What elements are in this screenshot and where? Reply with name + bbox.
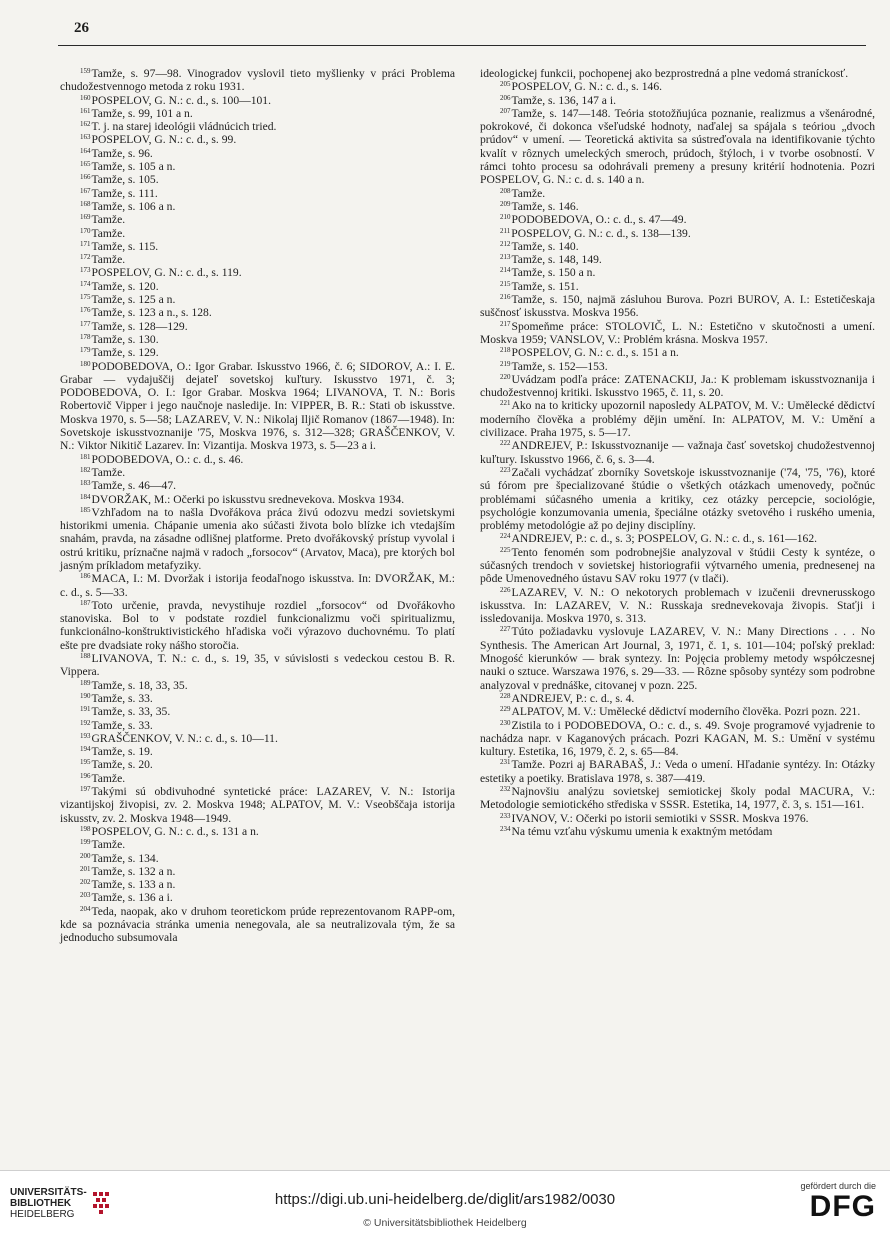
footnote bbox=[480, 825, 875, 838]
footnote bbox=[60, 466, 455, 479]
footnote-text: Tento fenomén som podrobnejšie analyzoval v štúdii Cesty k syntéze, o súčasných trendoch v sovietskej historiografii výtvarného umenia, prednesenej na pôde Umenovedného ústavu SAV roku 1977 (v tlači). bbox=[480, 545, 875, 586]
footnote bbox=[480, 293, 875, 320]
footnote bbox=[60, 838, 455, 851]
funder-caption: gefördert durch die bbox=[800, 1181, 876, 1191]
footnote-number: 208 bbox=[500, 186, 511, 195]
footnote-text: Tamže. Pozri aj BARABAŠ, J.: Veda o umení. Hľadanie syntézy. In: Otázky estetiky a poetiky. Bratislava 1978, s. 387—419. bbox=[480, 758, 875, 785]
footnote bbox=[60, 280, 455, 293]
footnote-text: POSPELOV, G. N.: c. d., s. 138—139. bbox=[511, 226, 691, 240]
footnote bbox=[60, 493, 455, 506]
footnote bbox=[480, 94, 875, 107]
footnote bbox=[480, 373, 875, 400]
footnote-number: 194 bbox=[80, 745, 91, 754]
footnote-number: 217 bbox=[500, 319, 511, 328]
footnote-number: 189 bbox=[80, 678, 91, 687]
footnote-number: 176 bbox=[80, 306, 91, 315]
footnote bbox=[60, 479, 455, 492]
footnote bbox=[60, 745, 455, 758]
footnote-text: Tamže, s. 33. bbox=[91, 691, 153, 705]
footnote-text: ANDREJEV, P.: c. d., s. 3; POSPELOV, G. N.: c. d., s. 161—162. bbox=[511, 532, 818, 546]
footnote-text: Tamže, s. 152—153. bbox=[511, 359, 608, 373]
footnote-text: POSPELOV, G. N.: c. d., s. 146. bbox=[511, 80, 663, 94]
footnote-text: Tamže, s. 129. bbox=[91, 346, 159, 360]
footnote-number: 202 bbox=[80, 878, 91, 887]
footnote-number: 204 bbox=[80, 904, 91, 913]
footnote-number: 165 bbox=[80, 160, 91, 169]
footnote-text: Vzhľadom na to našla Dvořákova práca živú odozvu medzi sovietskymi historikmi umenia. Chápanie umenia ako súčasti života bolo blízke ich vtedajším snahám, pravda, na zásadne odlišnej platforme. Preto dvořákovský prístup vyvolal i ostrú kritiku, príznačne najmä v radoch „forsocov“ (Arvatov, Maca), pre ktorých bol jasným príkladom metafyziky. bbox=[60, 505, 455, 572]
footnote bbox=[60, 453, 455, 466]
footnote-number: 179 bbox=[80, 346, 91, 355]
footnote-text: Tamže. bbox=[91, 771, 126, 785]
footnote-number: 211 bbox=[500, 226, 511, 235]
footnote-text: Tamže. bbox=[91, 226, 126, 240]
footnote-number: 218 bbox=[500, 346, 511, 355]
footnote-text: Tamže, s. 134. bbox=[91, 851, 159, 865]
footnote-text: Spomeňme práce: STOLOVIČ, L. N.: Estetično v skutočnosti a umení. Moskva 1959; VANSLOV, V.: Problém krásna. Moskva 1957. bbox=[480, 319, 875, 346]
footnote-number: 163 bbox=[80, 133, 91, 142]
footnote-text: Tamže, s. 146. bbox=[511, 199, 579, 213]
footnote bbox=[480, 200, 875, 213]
footnote-text: Tamže, s. 33, 35. bbox=[91, 705, 171, 719]
footnote-number: 180 bbox=[80, 359, 91, 368]
footnote-number: 191 bbox=[80, 705, 91, 714]
footnote bbox=[480, 360, 875, 373]
footnote-number: 213 bbox=[500, 253, 511, 262]
footnote bbox=[480, 227, 875, 240]
footnote-text: POSPELOV, G. N.: c. d., s. 131 a n. bbox=[91, 824, 259, 838]
footnote-text: Túto požiadavku vyslovuje LAZAREV, V. N.: Many Directions . . . No Synthesis. The American Art Journal, 3, 1971, č. 1, s. 101—104; poľský preklad: Mnogość kierunków — brak syntezy. In: Pojęcia problemy metody współczesnej nauki o sztuce. Warszawa 1976, s. 29—33. — Rôzne spôsoby syntézy som podrobne analyzoval v prednáške, citovanej v pozn. 225. bbox=[480, 625, 875, 692]
footnote-number: 185 bbox=[80, 505, 91, 514]
footnote-number: 178 bbox=[80, 332, 91, 341]
footnote-number: 233 bbox=[500, 811, 511, 820]
footnote-text: Tamže, s. 150 a n. bbox=[511, 266, 596, 280]
footnote bbox=[60, 173, 455, 186]
footnote bbox=[60, 120, 455, 133]
footnote-number: 174 bbox=[80, 279, 91, 288]
footnote-number: 200 bbox=[80, 851, 91, 860]
footnote-number: 177 bbox=[80, 319, 91, 328]
footnote-text: Teda, naopak, ako v druhom teoretickom prúde reprezentovanom RAPP-om, kde sa poznávacia stránka umenia nenegovala, ale sa neutralizovala tým, že sa jednoducho subsumovala bbox=[60, 904, 455, 945]
footnote bbox=[480, 107, 875, 187]
footnote bbox=[60, 227, 455, 240]
footnote-text: Tamže, s. 105. bbox=[91, 173, 159, 187]
footnote-text: Tamže, s. 128—129. bbox=[91, 319, 188, 333]
footnote bbox=[480, 320, 875, 347]
footnote-text: Tamže, s. 33. bbox=[91, 718, 153, 732]
footnote-text: T. j. na starej ideológii vládnúcich tried. bbox=[91, 120, 277, 134]
footnote bbox=[480, 532, 875, 545]
footnote-text: Uvádzam podľa práce: ZATENACKIJ, Ja.: K problemam iskusstvoznanija i chudožestvennoj kritiki. Iskusstvo 1965, č. 11, s. 20. bbox=[480, 372, 875, 400]
footnote bbox=[60, 785, 455, 825]
footnote bbox=[60, 732, 455, 745]
footnote bbox=[480, 758, 875, 785]
right-footnote-column bbox=[480, 67, 875, 838]
footnote-text: Tamže, s. 96. bbox=[91, 146, 153, 160]
footnote-text: POSPELOV, G. N.: c. d., s. 151 a n. bbox=[511, 346, 679, 360]
footnote-number: 187 bbox=[80, 598, 91, 607]
footnote-number: 203 bbox=[80, 891, 91, 900]
footnote bbox=[60, 506, 455, 572]
footnote-number: 220 bbox=[500, 372, 511, 381]
footnote-number: 181 bbox=[80, 452, 91, 461]
footnote-text: LIVANOVA, T. N.: c. d., s. 19, 35, v súvislosti s vedeckou cestou B. R. Vippera. bbox=[60, 652, 455, 679]
footnote bbox=[60, 758, 455, 771]
footnote bbox=[60, 652, 455, 679]
footnote-text: Zistila to i PODOBEDOVA, O.: c. d., s. 49. Svoje programové vyjadrenie to nachádza napr. v Kaganových prácach. Pozri KAGAN, M. S.: Umění v systému kultury. Estetika, 16, 1979, č. 2, s. 65—84. bbox=[480, 718, 875, 759]
footnote bbox=[60, 160, 455, 173]
footnote-number: 214 bbox=[500, 266, 511, 275]
footnote bbox=[480, 812, 875, 825]
footnote bbox=[60, 67, 455, 94]
footnote-text: Najnovšiu analýzu sovietskej semiotickej školy podal MACURA, V.: Metodologie semiotického střediska v SSSR. Estetika, 14, 1977, č. 3, s. 151—161. bbox=[480, 785, 875, 812]
footnote-text: PODOBEDOVA, O.: c. d., s. 46. bbox=[91, 452, 244, 466]
footnote-text: Tamže, s. 125 a n. bbox=[91, 293, 176, 307]
footnote-number: 225 bbox=[500, 545, 511, 554]
footnote-text: Tamže, s. 106 a n. bbox=[91, 199, 176, 213]
footnote-text: Toto určenie, pravda, nevystihuje rozdiel „forsocov“ od Dvořákovho stanoviska. Bol to v podstate rozdiel funkcionalizmu voči spiritualizmu, funkcionálno-konštruktivistického hľadiska voči výrazovo duchovnému. To platí ešte pre dvadsiate roky nášho storočia. bbox=[60, 598, 455, 652]
footnote-number: 161 bbox=[80, 106, 91, 115]
footnote-text: Tamže, s. 20. bbox=[91, 758, 153, 772]
footnote bbox=[480, 785, 875, 812]
footnote bbox=[60, 692, 455, 705]
footnote-text: Tamže, s. 151. bbox=[511, 279, 579, 293]
footnote-text: IVANOV, V.: Očerki po istorii semiotiki v SSSR. Moskva 1976. bbox=[511, 811, 809, 825]
footnote-text: Na tému vzťahu výskumu umenia k exaktným metódam bbox=[511, 824, 773, 838]
footnote-text: Tamže, s. 46—47. bbox=[91, 479, 177, 493]
footnote-number: 219 bbox=[500, 359, 511, 368]
footnote-text: DVORŽAK, M.: Očerki po iskusstvu srednevekova. Moskva 1934. bbox=[91, 492, 405, 506]
footnote-number: 159 bbox=[80, 67, 91, 75]
footnote bbox=[60, 293, 455, 306]
footnote bbox=[480, 213, 875, 226]
footnote-text: Takými sú obdivuhodné syntetické práce: LAZAREV, V. N.: Istorija vizantijskoj živopisi, zv. 2. Moskva 1948; ALPATOV, M. V.: Vseobščaja istorija iskusstv, zv. 2. Moskva 1948—1949. bbox=[60, 785, 455, 825]
footnote-number: 207 bbox=[500, 106, 511, 115]
footnote-number: 170 bbox=[80, 226, 91, 235]
footnote bbox=[480, 586, 875, 626]
footnote bbox=[60, 94, 455, 107]
footnote bbox=[60, 852, 455, 865]
footnote-text: Tamže, s. 150, najmä zásluhou Burova. Pozri BUROV, A. I.: Estetičeskaja suščnosť iskusstva. Moskva 1956. bbox=[480, 293, 875, 320]
footnote-number: 175 bbox=[80, 293, 91, 302]
footnote-number: 188 bbox=[80, 652, 91, 661]
footnote-text: Tamže, s. 123 a n., s. 128. bbox=[91, 306, 212, 320]
footnote-number: 160 bbox=[80, 93, 91, 102]
footnote-text: POSPELOV, G. N.: c. d., s. 100—101. bbox=[91, 93, 272, 107]
footnote bbox=[480, 253, 875, 266]
footnote bbox=[60, 213, 455, 226]
footnote bbox=[60, 865, 455, 878]
footnote-number: 216 bbox=[500, 293, 511, 302]
library-name-line3: HEIDELBERG bbox=[10, 1209, 75, 1220]
footnote-text: LAZAREV, V. N.: O nekotorych problemach v izučenii drevnerusskogo iskusstva. In: LAZAREV, V. N.: Russkaja srednevekovaja živopis. Staťji i issledovanija. Moskva 1970, s. 313. bbox=[480, 585, 875, 626]
footnote-number: 224 bbox=[500, 532, 511, 541]
footnote-text: Tamže. bbox=[91, 465, 126, 479]
footnote bbox=[60, 306, 455, 319]
footnote-text: Tamže, s. 132 a n. bbox=[91, 864, 176, 878]
footnote-number: 226 bbox=[500, 585, 511, 594]
footnote bbox=[60, 187, 455, 200]
footnote-number: 173 bbox=[80, 266, 91, 275]
footnote-text: Tamže. bbox=[91, 838, 126, 852]
footnote-number: 168 bbox=[80, 199, 91, 208]
footnote-text: Tamže, s. 148, 149. bbox=[511, 253, 602, 267]
footnote-number: 201 bbox=[80, 864, 91, 873]
footnote bbox=[60, 825, 455, 838]
footnote-number: 221 bbox=[500, 399, 511, 408]
footnote-number: 215 bbox=[500, 279, 511, 288]
footnote-number: 209 bbox=[500, 199, 511, 208]
footnote bbox=[60, 240, 455, 253]
footnote-number: 210 bbox=[500, 213, 511, 222]
footnote bbox=[480, 439, 875, 466]
footnote bbox=[60, 705, 455, 718]
footnote-number: 166 bbox=[80, 173, 91, 182]
footnote-number: 169 bbox=[80, 213, 91, 222]
footnote-number: 199 bbox=[80, 838, 91, 847]
footnote-number: 197 bbox=[80, 785, 91, 794]
footnote-number: 171 bbox=[80, 239, 91, 248]
footnote-text: ANDREJEV, P.: Iskusstvoznanije — važnaja časť sovetskoj chudožestvennoj kuľtury. Iskusstvo 1966, č. 6, s. 3—4. bbox=[480, 439, 875, 466]
footnote bbox=[480, 705, 875, 718]
footnote bbox=[480, 240, 875, 253]
footnote bbox=[60, 253, 455, 266]
footnote-text: Tamže, s. 105 a n. bbox=[91, 160, 176, 174]
footnote bbox=[60, 133, 455, 146]
footnote bbox=[60, 679, 455, 692]
footnote-text: Ako na to kriticky upozornil naposledy ALPATOV, M. V.: Umělecké dědictví moderního člověka a problémy dějin umění. In: ALPATOV, M. V.: Umění a civilizace. Praha 1975, s. 5—17. bbox=[480, 399, 875, 440]
footnote bbox=[480, 692, 875, 705]
footnote bbox=[60, 346, 455, 359]
footnote-number: 172 bbox=[80, 253, 91, 262]
footnote bbox=[480, 719, 875, 759]
footnote bbox=[480, 266, 875, 279]
footnote-text: POSPELOV, G. N.: c. d., s. 99. bbox=[91, 133, 237, 147]
footnote-number: 198 bbox=[80, 824, 91, 833]
viewer-footer bbox=[0, 1170, 890, 1242]
footnote-number: 190 bbox=[80, 691, 91, 700]
footnote-number: 205 bbox=[500, 80, 511, 89]
footnote-text: GRAŠČENKOV, V. N.: c. d., s. 10—11. bbox=[91, 731, 278, 745]
library-name-line2: BIBLIOTHEK bbox=[10, 1198, 72, 1209]
footnote-number: 182 bbox=[80, 465, 91, 474]
footnote-number: 228 bbox=[500, 691, 511, 700]
footnote-text: Tamže, s. 133 a n. bbox=[91, 878, 176, 892]
library-name-line1: UNIVERSITÄTS- bbox=[10, 1187, 87, 1198]
footnote-number: 222 bbox=[500, 439, 511, 448]
footnote-number: 206 bbox=[500, 93, 511, 102]
header-rule bbox=[58, 45, 866, 46]
footnote-text: Začali vychádzať zborníky Sovetskoje iskusstvoznanije ('74, '75, '76), ktoré sú fórom pre špecializované štúdie o všetkých otázkach umenovedy, počnúc problémami súčasného umenia a kritiky, cez otázky percepcie, sociológie, psychológie konzumovania umenia, špeciálne otázky svetového i ruského umenia, problémy metodológie až po dejiny disciplíny. bbox=[480, 465, 875, 533]
page-number: 26 bbox=[74, 20, 89, 36]
footnote-text: Tamže, s. 130. bbox=[91, 332, 159, 346]
footnote-text: POSPELOV, G. N.: c. d., s. 119. bbox=[91, 266, 242, 280]
footnote-number: 184 bbox=[80, 492, 91, 501]
footnote bbox=[60, 891, 455, 904]
footnote bbox=[60, 360, 455, 453]
footnote-number: 183 bbox=[80, 479, 91, 488]
footnote-number: 230 bbox=[500, 718, 511, 727]
footnote bbox=[60, 905, 455, 945]
footnote-text: Tamže. bbox=[91, 253, 126, 267]
permalink-url[interactable]: https://digi.ub.uni-heidelberg.de/diglit/ars1982/0030 bbox=[274, 1191, 616, 1208]
footnote-number: 231 bbox=[500, 758, 511, 767]
footnote bbox=[480, 466, 875, 532]
footnote-number: 229 bbox=[500, 705, 511, 714]
footnote-number: 234 bbox=[500, 824, 511, 833]
footnote bbox=[60, 333, 455, 346]
footnote bbox=[60, 878, 455, 891]
footnote bbox=[480, 187, 875, 200]
footnote-number: 196 bbox=[80, 771, 91, 780]
footnote-number: 192 bbox=[80, 718, 91, 727]
footnote bbox=[60, 320, 455, 333]
dfg-logo[interactable] bbox=[800, 1181, 876, 1223]
footnote bbox=[480, 399, 875, 439]
footnote-number: 223 bbox=[500, 465, 511, 474]
footnote-number: 195 bbox=[80, 758, 91, 767]
footnote bbox=[480, 67, 875, 80]
footnote-text: ALPATOV, M. V.: Umělecké dědictví moderního člověka. Pozri pozn. 221. bbox=[511, 705, 861, 719]
footnote-text: Tamže, s. 19. bbox=[91, 745, 153, 759]
footnote-number: 232 bbox=[500, 785, 511, 794]
footnote-text: Tamže. bbox=[511, 186, 546, 200]
footnote bbox=[60, 200, 455, 213]
footnote-text: ideologickej funkcii, pochopenej ako bezprostredná a plne vedomá straníckosť. bbox=[480, 67, 849, 80]
footnote-text: PODOBEDOVA, O.: Igor Grabar. Iskusstvo 1966, č. 6; SIDOROV, A.: I. E. Grabar — vydajuščij dejateľ sovetskoj kuľtury. Iskusstvo 1971, č. 3; PODOBEDOVA, O. I.: Igor Grabar. Moskva 1964; LIVANOVA, T. N.: Boris Robertovič Vipper i jego naučnoje nasledije. In: VIPPER, B. R.: Stati ob iskusstve. Moskva 1970, s. 5—58; LAZAREV, V. N.: Nikolaj Iljič Romanov (1867—1948). In: Sovetskoje iskusstvoznanije '75, Moskva 1976, s. 312—328; GRAŠČENKOV, V. N.: Viktor Nikitič Lazarev. In: Vizantija. Moskva 1973, s. 5—23 a i. bbox=[60, 359, 455, 453]
left-footnote-column bbox=[60, 67, 455, 945]
footnote bbox=[480, 546, 875, 586]
footnote-text: MACA, I.: M. Dvoržak i istorija feodaľnogo iskusstva. In: DVORŽAK, M.: c. d., s. 5—33. bbox=[60, 572, 455, 599]
footnote-text: Tamže, s. 147—148. Teória stotožňujúca poznanie, realizmus a všenárodné, pokrokové, či dokonca všeľudské hodnoty, naďalej sa spájala s teóriou „dvoch prúdov“ v umení. — Teoretická aktivita sa sústreďovala na identifikovanie týchto kvalít v rôznych umeleckých smeroch, prúdoch, štýloch, i v tvorbe osobností. V rámci tohto procesu sa odohrávali premeny a presuny kritérií hodnotenia. Pozri POSPELOV, G. N.: c. d. s. 140 a n. bbox=[480, 106, 875, 187]
footnote-number: 212 bbox=[500, 239, 511, 248]
footnote-text: Tamže, s. 99, 101 a n. bbox=[91, 106, 193, 120]
footnote-text: Tamže, s. 115. bbox=[91, 239, 159, 253]
footnote bbox=[60, 599, 455, 652]
footnote bbox=[60, 266, 455, 279]
footnote-text: Tamže, s. 120. bbox=[91, 279, 159, 293]
footnote-text: Tamže, s. 136 a i. bbox=[91, 891, 173, 905]
footnote-number: 193 bbox=[80, 731, 91, 740]
footnote-text: Tamže, s. 111. bbox=[91, 186, 158, 200]
footnote-number: 167 bbox=[80, 186, 91, 195]
footnote-text: Tamže. bbox=[91, 213, 126, 227]
footnote bbox=[60, 719, 455, 732]
footnote-text: Tamže, s. 18, 33, 35. bbox=[91, 678, 188, 692]
footnote-text: ANDREJEV, P.: c. d., s. 4. bbox=[511, 691, 635, 705]
footnote bbox=[60, 107, 455, 120]
footnote-number: 164 bbox=[80, 146, 91, 155]
footnote bbox=[480, 280, 875, 293]
footnote-text: Tamže, s. 136, 147 a i. bbox=[511, 93, 616, 107]
footnote-text: Tamže, s. 140. bbox=[511, 239, 579, 253]
footnote-number: 227 bbox=[500, 625, 511, 634]
copyright-notice: © Universitätsbibliothek Heidelberg bbox=[363, 1217, 527, 1229]
footnote bbox=[60, 572, 455, 599]
footnote bbox=[480, 346, 875, 359]
footnote bbox=[480, 625, 875, 691]
dfg-wordmark: DFG bbox=[809, 1190, 876, 1223]
footnote-number: 186 bbox=[80, 572, 91, 581]
footnote bbox=[60, 147, 455, 160]
footnote bbox=[480, 80, 875, 93]
footnote bbox=[60, 772, 455, 785]
footnote-text: PODOBEDOVA, O.: c. d., s. 47—49. bbox=[511, 213, 687, 227]
footnote-number: 162 bbox=[80, 120, 91, 129]
footnote-text: Tamže, s. 97—98. Vinogradov vyslovil tieto myšlienky v práci Problema chudožestvennogo metoda z roku 1931. bbox=[60, 67, 455, 94]
